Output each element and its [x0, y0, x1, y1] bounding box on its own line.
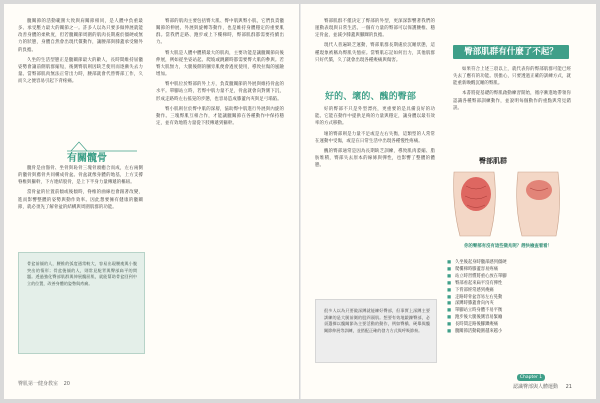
check-icon: ■	[447, 273, 452, 279]
footer-title: 臀肌第一健身教室	[18, 381, 59, 387]
note-text: 骨盆前傾的人，腰椎的弧度通常較大，容易出現腰痠與小腹突出的情形；骨盆後傾的人，則常見駝背與臀部扁平的問題。透過強化臀部肌群與伸展髖屈肌，就能幫助骨盆回到中立的位置，改善身體的姿勢與疼痛。	[27, 261, 137, 286]
check-icon: ■	[447, 294, 452, 300]
check-icon: ■	[447, 301, 452, 307]
paragraph: 本書將從基礎的臀肌啟動練習開始，循序漸進地帶領你認識各種臀部訓練動作，並說明每個動作的重點與常見錯誤。	[453, 91, 571, 111]
check-icon: ■	[447, 308, 452, 314]
chapter-tab: Chapter 1	[517, 374, 545, 381]
list-item: ■ 單腳站立時身體不易平衡	[447, 308, 503, 314]
right-hip-illustration	[517, 172, 560, 236]
paragraph: 臀大肌是人體中體積最大的肌肉，主要功能是讓髖關節向後伸展，例如從坐姿站起、爬坡或跳躍時都需要臀大肌的參與。若臀大肌無力，大腿後側的膕旁肌便會過度使用，導致拉傷的風險增加。	[156, 50, 284, 78]
list-item: ■ 臀部看起來扁平沒有彈性	[447, 280, 503, 286]
footer-title: 認識臀部與人體運動	[513, 384, 559, 390]
left-col1-mid	[18, 165, 143, 214]
paragraph: 臀部肌群不僅決定了臀部的外型，更深深影響著我們的運動表現與日常生活。一個有力量的臀部可以保護腰椎、穩定骨盆，並減少膝蓋與腳踝的負擔。	[315, 19, 435, 39]
paragraph: 臀中肌位於臀部的外上方，負責髖關節的外展與維持骨盆的水平。單腳站立時，若臀中肌力量不足，骨盆就會向對側下沉，形成走路時左右搖晃的步態，也容易造成膝蓋內夾與足弓塌陷。	[156, 82, 284, 102]
check-icon: ■	[447, 322, 452, 328]
list-item: ■ 久坐後起身時髖部感到僵硬	[447, 260, 507, 265]
right-col1-lower	[315, 94, 435, 172]
right-page	[301, 4, 596, 399]
note-box	[18, 252, 145, 354]
check-icon: ■	[447, 260, 452, 265]
check-icon: ■	[447, 266, 452, 272]
list-item: ■ 髖關節活動範圍越來越小	[447, 329, 503, 335]
right-footer	[513, 383, 572, 390]
check-icon: ■	[447, 280, 452, 286]
checklist-caption: 你的臀部有沒有這些徵兆呢？趕快檢查看看！	[464, 244, 552, 249]
list-item: ■ 跑步後大腿後側容易緊繃	[447, 315, 503, 321]
list-item: ■ 下背部經常感到痠痛	[447, 287, 494, 293]
subheading: 好的、壞的、醜的臀部	[325, 92, 417, 102]
symptom-checklist	[447, 260, 569, 336]
paragraph: 臀小肌則位於臀中肌的深層，協助臀中肌進行外展與內旋的動作。三塊臀肌互相合作，才能讓髖關節在各種動作中保持穩定，並有效地將力量從下肢傳遞到軀幹。	[156, 106, 284, 127]
left-col1-top	[18, 18, 143, 88]
paragraph: 好的臀部不只是外型漂亮，更重要的是具備良好的功能。它能在動作中提供足夠的力量與穩定，讓身體以最有效率的方式移動。	[315, 107, 435, 127]
paragraph: 臀部的肌肉主要包括臀大肌、臀中肌與臀小肌，它們負責髖關節的伸展、外展與旋轉等動作，也是維持身體穩定的重要肌群。當我們走路、跑步或上下樓梯時，臀部肌群都需要持續出力。	[156, 19, 284, 46]
book-spread	[4, 4, 596, 399]
paragraph: 久坐的生活型態正是髖關節最大的敵人，長時間維持屈髖姿勢會讓前側肌群縮短，後側臀肌則因缺乏使用而逐漸失去力量。當臀部肌肉無法正常出力時，腰部就會代替臀部工作，久而久之便容易引起下背疼痛。	[18, 57, 143, 85]
paragraph: 壞的臀部則是力量不足或是左右失衡，這類型的人常常在運動中受傷，或是在日常生活中出現各種慢性疼痛。	[315, 131, 435, 144]
page-number: 20	[63, 381, 70, 387]
paragraph: 現代人普遍缺乏運動，臀部肌群長期處於沉睡狀態，這種現象被稱為臀肌失憶症。當臀肌忘記如何出力，其他肌群只好代償，久了就會出現各種痠痛與傷害。	[315, 43, 435, 63]
spacer	[586, 147, 587, 148]
section-heading: 有關髖骨	[67, 153, 107, 164]
list-item: ■ 走路時骨盆容易左右晃動	[447, 294, 503, 300]
tip-text: 很多人以為只要做深蹲就能練好臀部，但事實上深蹲主要訓練的是大腿前側的股四頭肌。想要有效地鍛鍊臀部，必須選擇以髖關節為主要活動的動作，例如臀橋、硬舉與髖關節伸展等訓練，並搭配正確的發力方式與呼吸節奏。	[324, 308, 430, 333]
list-item: ■ 站立時習慣將重心放在單腳	[447, 273, 507, 279]
page-number: 21	[565, 384, 572, 390]
left-hip-illustration	[454, 172, 496, 236]
paragraph: 如果符合上述三項以上，就代表你的臀部肌群可能已經失去了應有的功能。別擔心，只要透過正確的訓練方式，就能重新喚醒沉睡的臀肌。	[453, 67, 571, 87]
left-page	[4, 4, 299, 399]
figure-label: 臀部肌群	[479, 157, 507, 165]
paragraph: 髖骨是由髂骨、坐骨與恥骨三塊骨頭癒合而成，左右兩側的髖骨與薦骨共同構成骨盆。骨盆就像身體的地基，上方支撐脊椎與軀幹，下方連結股骨，是上下半身力量傳遞的樞紐。	[18, 166, 143, 186]
check-icon: ■	[447, 329, 452, 335]
check-icon: ■	[447, 287, 452, 293]
right-col2-intro	[453, 66, 571, 115]
list-item: ■ 深蹲時膝蓋會向內夾	[447, 301, 494, 307]
list-item: ■ 長時間走路後腳踝痠痛	[447, 322, 498, 328]
paragraph: 當骨盆的位置前傾或後傾時，脊椎的曲線也會跟著改變，進而影響整體的姿勢與動作效率。因此想要擁有健康的髖關節，就必須先了解骨盆的結構與周圍肌群的功能。	[18, 190, 143, 210]
list-item: ■ 爬樓梯時膝蓋容易疼痛	[447, 266, 498, 272]
check-icon: ■	[447, 315, 452, 321]
section-heading-box: 臀部肌群有什麼了不起？	[453, 45, 569, 59]
left-footer	[18, 380, 70, 387]
left-col2	[156, 18, 284, 130]
tip-box	[315, 299, 437, 363]
paragraph: 醜的臀部通常是因為長期缺乏訓練，導致肌肉萎縮、脂肪堆積，臀部失去原本的線條與彈性，也影響了整體的體態。	[315, 148, 435, 169]
paragraph: 髖關節的活動範圍大致與肩關節相同，是人體中負重最多、承受壓力最大的關節之一。許多人以為只要多做伸展就能改善身體的柔軟度，但若髖關節周圍的肌肉長期處於僵硬或無力的狀態，身體自然會出現代償動作，讓腰部與膝蓋承受額外的負擔。	[18, 19, 143, 53]
right-col1	[315, 18, 435, 67]
gluteal-muscle-illustration	[448, 166, 566, 238]
